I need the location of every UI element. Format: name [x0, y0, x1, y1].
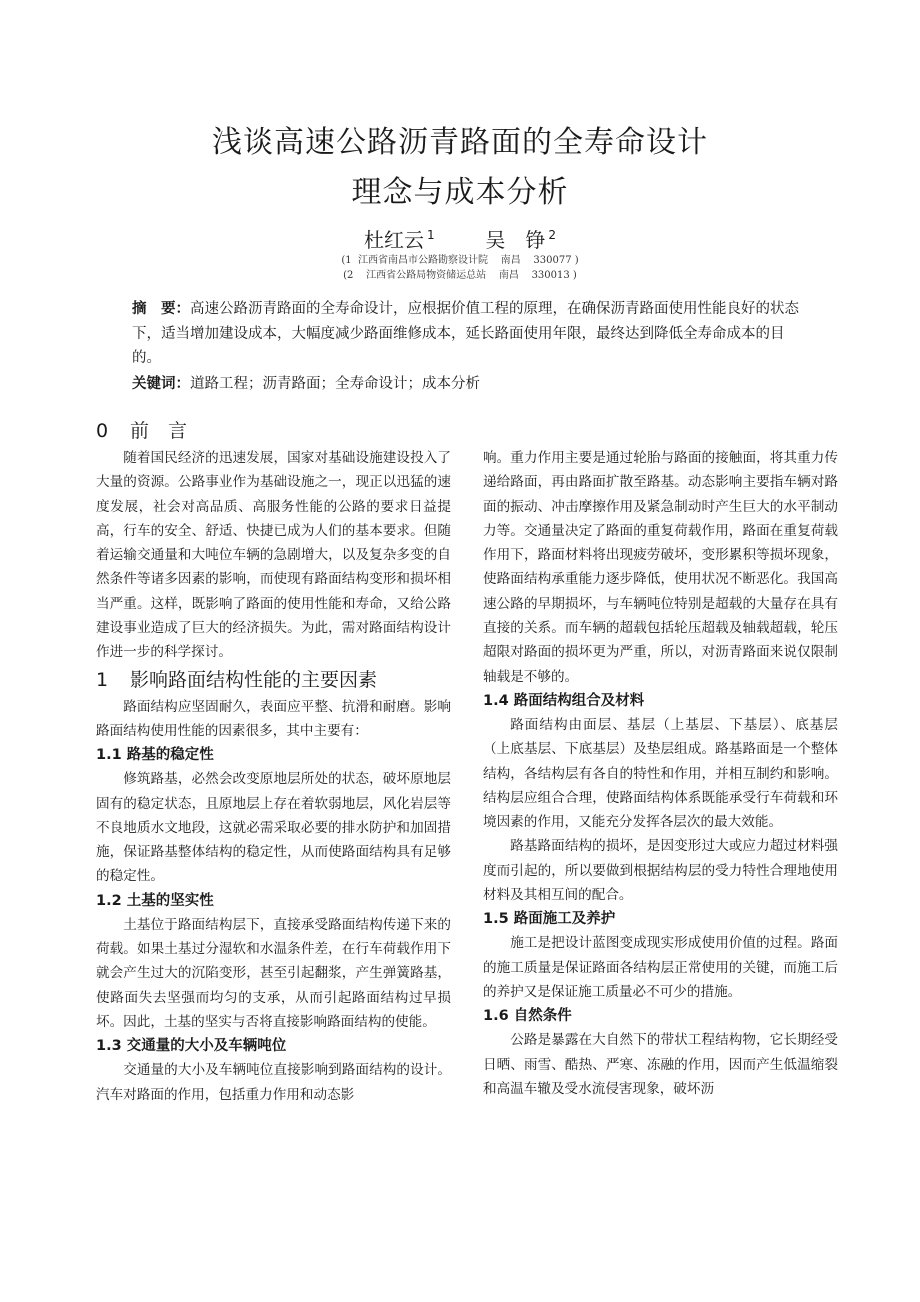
- left-column: [96, 416, 451, 1107]
- paragraph: 路基路面结构的损坏，是因变形过大或应力超过材料强度而引起的，所以要做到根据结构层的受力特性合理地使用材料及其相互间的配合。: [483, 838, 838, 904]
- keywords: [132, 372, 802, 396]
- section-title: 前 言: [130, 420, 188, 442]
- section-number: 0: [96, 420, 109, 442]
- paper-title-line2: 理念与成本分析: [351, 175, 569, 210]
- author-affiliation-mark: 1: [427, 228, 435, 242]
- author-name: 杜红云: [364, 228, 424, 252]
- author-line: [0, 224, 920, 253]
- subsection-heading: 1.3 交通量的大小及车辆吨位: [96, 1038, 287, 1055]
- abstract-text: 高速公路沥青路面的全寿命设计，应根据价值工程的原理，在确保沥青路面使用性能良好的状态下，适当增加建设成本，大幅度减少路面维修成本，延长路面使用年限，最终达到降低全寿命成本的目的。: [132, 301, 799, 366]
- paragraph: 路面结构由面层、基层（上基层、下基层）、底基层（上底基层、下底基层）及垫层组成。路基路面是一个整体结构，各结构层有各自的特性和作用，并相互制约和影响。结构层应组合合理，使路面结构体系既能承受行车荷载和环境因素的作用，又能充分发挥各层次的最大效能。: [483, 716, 838, 831]
- subsection-heading: 1.1 路基的稳定性: [96, 747, 214, 764]
- affiliation: (1 江西省南昌市公路勘察设计院 南昌 330077 ): [341, 255, 579, 266]
- paragraph: 响。重力作用主要是通过轮胎与路面的接触面，将其重力传递给路面，再由路面扩散至路基。动态影响主要指车辆对路面的振动、冲击摩擦作用及紧急制动时产生巨大的水平制动力等。交通量决定了路面的重复荷载作用，路面在重复荷载作用下，路面材料将出现疲劳破坏，变形累积等损坏现象，使路面结构承重能力逐步降低，使用状况不断恶化。我国高速公路的早期损坏，与车辆吨位特别是超载的大量存在具有直接的关系。而车辆的超载包括轮压超载及轴载超载，轮压超限对路面的损坏更为严重，所以，对沥青路面来说仅限制轴载是不够的。: [483, 450, 838, 685]
- paragraph: 交通量的大小及车辆吨位直接影响到路面结构的设计。汽车对路面的作用，包括重力作用和动态影: [96, 1062, 451, 1103]
- paragraph: 路面结构应坚固耐久，表面应平整、抗滑和耐磨。影响路面结构使用性能的因素很多，其中主要有：: [96, 698, 451, 739]
- right-column: [483, 446, 838, 1101]
- section-heading: [96, 665, 451, 695]
- paragraph: 施工是把设计蓝图变成现实形成使用价值的过程。路面的施工质量是保证路面各结构层正常使用的关键，而施工后的养护又是保证施工质量必不可少的措施。: [483, 935, 838, 1000]
- author-name: 吴 铮: [485, 228, 546, 252]
- abstract: [132, 297, 802, 371]
- affiliation: (2 江西省公路局物资储运总站 南昌 330013 ): [343, 270, 577, 281]
- author-affiliation-mark: 2: [548, 228, 556, 242]
- section-heading: [96, 416, 451, 446]
- paragraph: 公路是暴露在大自然下的带状工程结构物，它长期经受日晒、雨雪、酷热、严寒、冻融的作用，因而产生低温缩裂和高温车辙及受水流侵害现象，破坏沥: [483, 1032, 838, 1097]
- section-title: 影响路面结构性能的主要因素: [130, 668, 378, 691]
- subsection-heading: 1.4 路面结构组合及材料: [483, 692, 645, 709]
- subsection-heading: 1.5 路面施工及养护: [483, 911, 616, 928]
- abstract-label: 摘 要：: [132, 301, 190, 317]
- keywords-text: 道路工程；沥青路面；全寿命设计；成本分析: [190, 376, 480, 392]
- paper-title-line1: 浅谈高速公路沥青路面的全寿命设计: [212, 125, 708, 160]
- subsection-heading: 1.6 自然条件: [483, 1008, 572, 1025]
- subsection-heading: 1.2 土基的坚实性: [96, 892, 214, 909]
- paragraph: 土基位于路面结构层下，直接承受路面结构传递下来的荷载。如果土基过分湿软和水温条件差，在行车荷载作用下就会产生过大的沉陷变形，甚至引起翻浆，产生弹簧路基，使路面失去坚强而均匀的支承，从而引起路面结构过早损坏。因此，土基的坚实与否将直接影响路面结构的使能。: [96, 916, 451, 1030]
- keywords-label: 关键词：: [132, 376, 190, 392]
- paragraph: 修筑路基，必然会改变原地层所处的状态，破坏原地层固有的稳定状态，且原地层上存在着软弱地层，风化岩层等不良地质水文地段，这就必需采取必要的排水防护和加固措施，保证路基整体结构的稳定性，从而使路面结构具有足够的稳定性。: [96, 771, 451, 885]
- paragraph: 随着国民经济的迅速发展，国家对基础设施建设投入了大量的资源。公路事业作为基础设施之一，现正以迅猛的速度发展，社会对高品质、高服务性能的公路的要求日益提高，行车的安全、舒适、快捷已成为人们的基本要求。但随着运输交通量和大吨位车辆的急剧增大，以及复杂多变的自然条件等诸多因素的影响，而使现有路面结构变形和损坏相当严重。这样，既影响了路面的使用性能和寿命，又给公路建设事业造成了巨大的经济损失。为此，需对路面结构设计作进一步的科学探讨。: [96, 450, 451, 661]
- section-number: 1: [96, 668, 109, 691]
